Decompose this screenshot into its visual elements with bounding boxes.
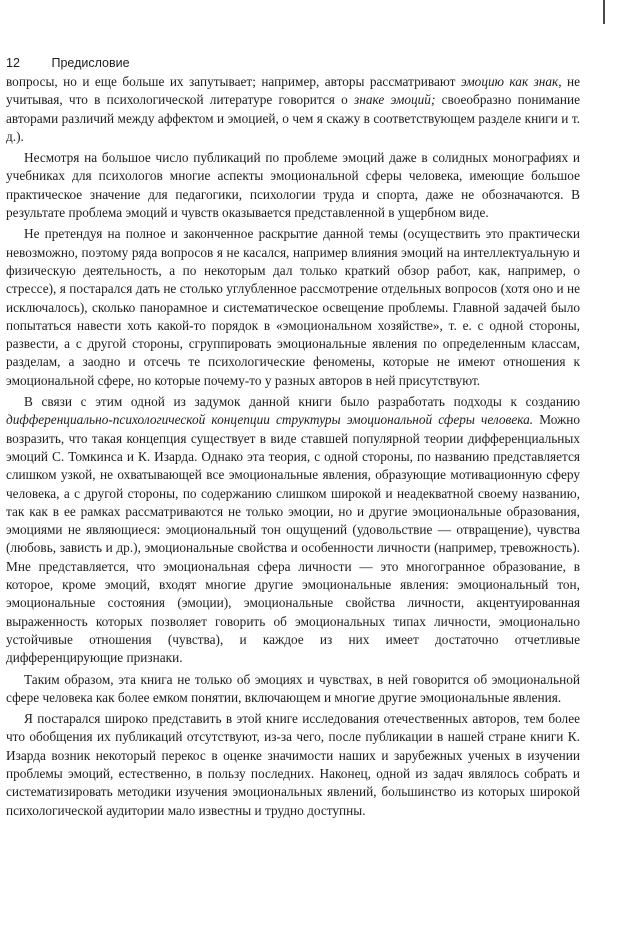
body-text xyxy=(6,73,580,823)
text-span: В связи с этим одной из задумок данной книги было разработать подходы к созданию xyxy=(24,394,580,410)
text-span: Не претендуя на полное и законченное раскрытие данной темы (осуществить это практически невозможно, поэтому ряда вопросов я не касался, например влияния эмоций на интеллектуальную и физическую деятельность, а по некоторым дал только краткий обзор работ, как, например, о стрессе), я постарался дать не столько углубленное рассмотрение отдельных вопросов (хотя оно и не исключалось), сколько панорамное и систематическое освещение проблемы. Главной задачей было попытаться навести хоть какой-то порядок в «эмоциональном хозяйстве», т. е. с одной стороны, развести, а с другой стороны, сгруппировать эмоциональные явления по определенным классам, разделам, а заодно и отсечь те психологические феномены, которые не имеют отношения к эмоциональной сфере, но которые почему-то у разных авторов в ней присутствуют. xyxy=(6,226,580,388)
paragraph-5 xyxy=(6,671,580,708)
paragraph-6 xyxy=(6,710,580,820)
running-head xyxy=(6,53,586,73)
section-title: Предисловие xyxy=(51,56,130,70)
paragraph-2 xyxy=(6,149,580,222)
scan-edge-mark xyxy=(603,0,605,24)
text-span: не учитывая, что в психологической литературе говорится о xyxy=(6,74,581,108)
text-span: Таким образом, эта книга не только об эмоциях и чувствах, в ней говорится об эмоциональной сфере человека как более емком понятии, включающем и многие другие эмоциональные явления. xyxy=(6,671,580,705)
text-span: вопросы, но и еще больше их запутывает; например, авторы рассматривают xyxy=(6,74,461,89)
paragraph-4 xyxy=(6,393,580,667)
italic-span: дифференциально-психологической концепции структуры эмоциональной сферы человека. xyxy=(6,412,534,428)
italic-span: эмоцию как знак, xyxy=(460,74,562,89)
text-span: Несмотря на большое число публикаций по проблеме эмоций даже в солидных монографиях и учебниках для психологов многие аспекты эмоциональной сферы человека, имеющие большое практическое значение для педагогики, психологии труда и спорта, даже не обозначаются. В результате проблема эмоций и чувств оказывается представленной в ущербном виде. xyxy=(6,150,580,221)
page-number: 12 xyxy=(6,56,20,70)
text-span: Я постарался широко представить в этой книге исследования отечественных авторов, тем более что обобщения их публикаций отсутствуют, из-за чего, после публикации в нашей стране книги К. Изарда возник некоторый перекос в оценке значимости наших и зарубежных ученых в изучении проблемы эмоций, естественно, в пользу последних. Наконец, одной из задач являлось собрать и систематизировать методики изучения эмоциональных явлений, большинство из которых широкой психологической аудитории мало известны и трудно доступны. xyxy=(6,711,580,818)
italic-span: знаке эмоций; xyxy=(354,92,436,108)
text-span: своеобразно понимание авторами различий между аффектом и эмоцией, о чем я скажу в соответствующем разделе книги и т. д.). xyxy=(6,92,580,144)
paragraph-1 xyxy=(6,73,580,146)
text-span: Можно возразить, что такая концепция существует в виде ставшей популярной теории дифференциальных эмоций С. Томкинса и К. Изарда. Однако эта теория, с одной стороны, по названию представляется слишком узкой, не охватывающей все эмоциональные явления, образующие мотивационную сферу человека, а с другой стороны, по содержанию слишком широкой и неадекватной своему названию, так как в ее рамках рассматриваются не только эмоции, но и другие эмоциональные образования, эмоциями не являющиеся: эмоциональный тон ощущений (удовольствие — отвращение), чувства (любовь, зависть и др.), эмоциональные свойства и особенности личности (например, тревожность). Мне представляется, что эмоциональная сфера личности — это многогранное образование, в которое, кроме эмоций, входят многие другие эмоциональные явления: эмоциональный тон, эмоциональные состояния (эмоции), эмоциональные свойства личности, акцентуированная выраженность которых позволяет говорить об эмоциональных типах личности, эмоционально устойчивые отношения (чувства), и каждое из них имеет достаточно отчетливые дифференцирующие признаки. xyxy=(6,412,580,666)
paragraph-3 xyxy=(6,225,580,390)
